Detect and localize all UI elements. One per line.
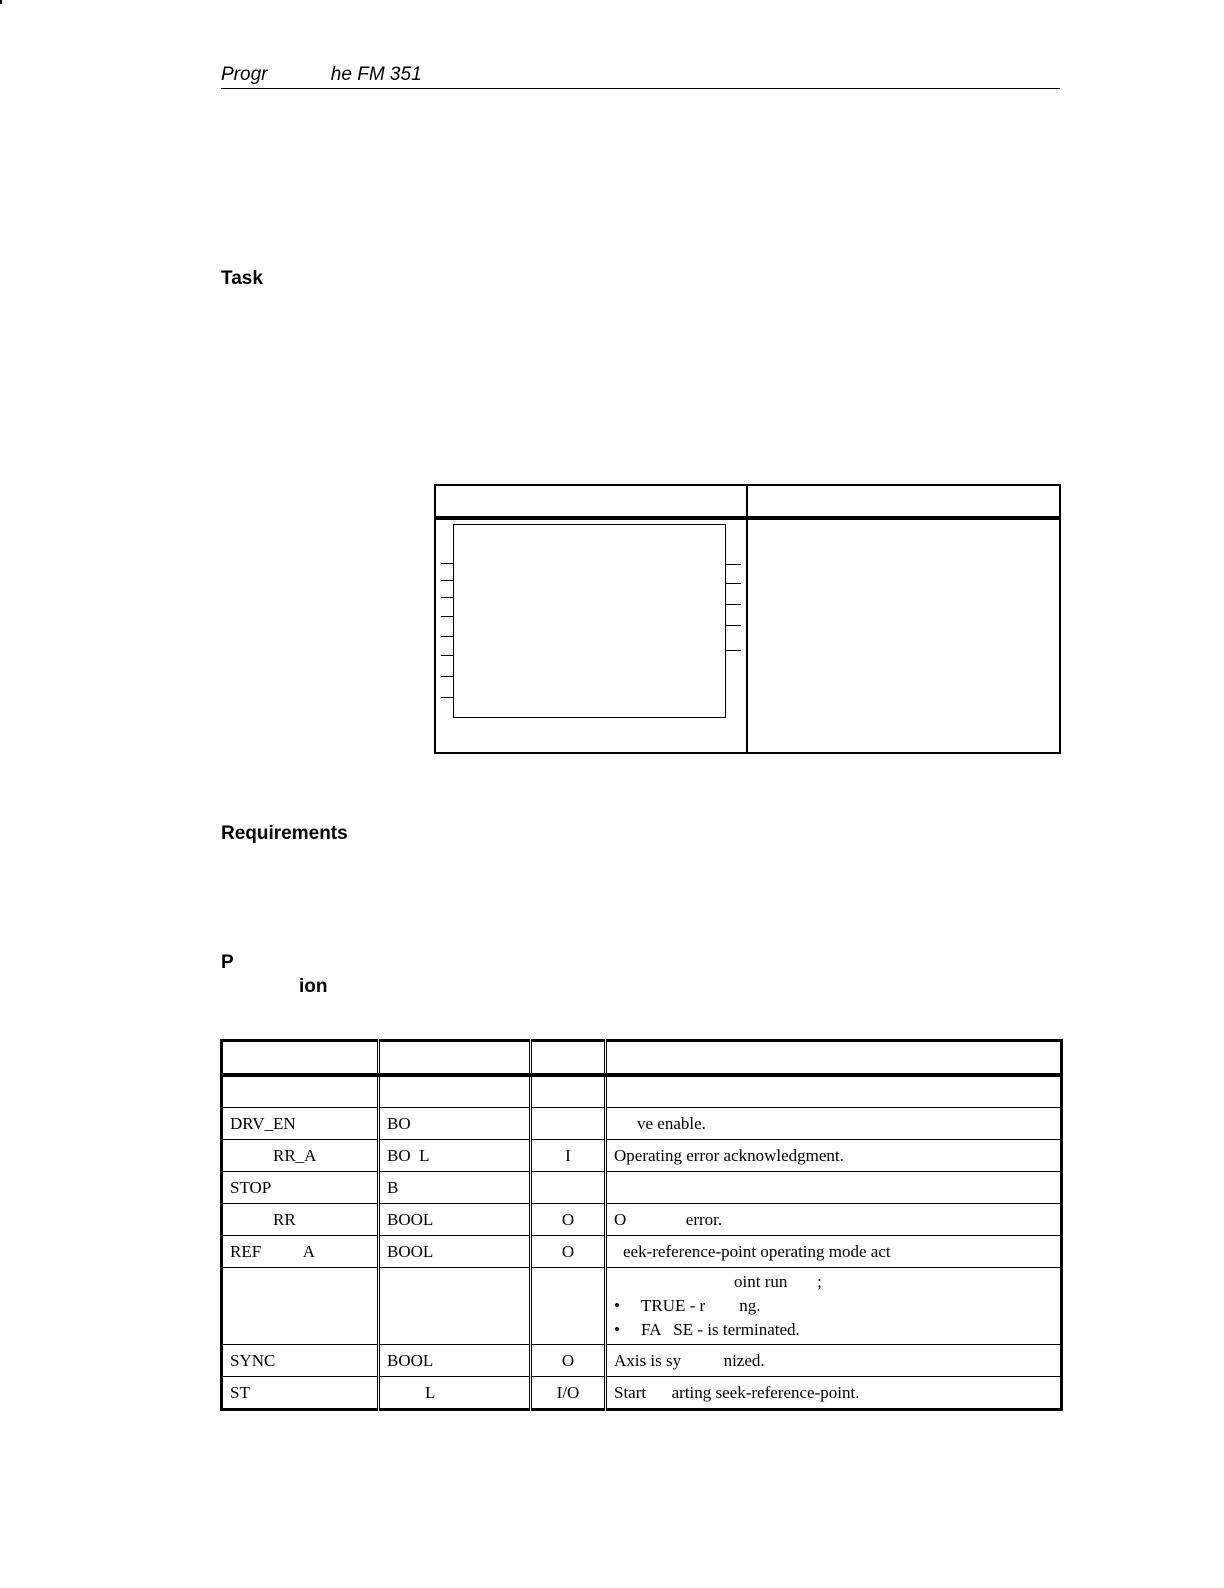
input-pin [441,580,453,581]
fb-diagram-divider [746,484,748,754]
table-row [222,1236,1062,1268]
table-cell [222,1075,379,1108]
param-name: ST [222,1377,379,1410]
output-pin [726,650,741,651]
param-decl: I/O [531,1377,606,1410]
table-row [222,1204,1062,1236]
input-pin [441,655,453,656]
param-decl [531,1268,606,1345]
param-desc: eek-reference-point operating mode act [606,1236,1062,1268]
fb-diagram-header-rule [434,516,1061,520]
param-type: BO L [379,1140,531,1172]
output-pin [726,564,741,565]
section-parameters-line2: ion [299,976,328,997]
output-pin [726,583,741,584]
table-header-cell [606,1041,1062,1076]
section-task: Task [221,268,263,289]
running-header: Progr he FM 351 [221,64,422,85]
output-pin [726,625,741,626]
param-desc: Axis is sy nized. [606,1345,1062,1377]
param-desc [606,1268,1062,1345]
table-header-row [222,1041,1062,1076]
param-type: BOOL [379,1204,531,1236]
input-pin [441,597,453,598]
table-header-cell [222,1041,379,1076]
param-desc: ve enable. [606,1108,1062,1140]
input-pin [441,616,453,617]
param-decl [531,1172,606,1204]
section-parameters-line1: P [221,952,234,973]
param-decl: I [531,1140,606,1172]
param-type: L [379,1377,531,1410]
function-block-box [453,524,726,718]
param-desc: O error. [606,1204,1062,1236]
param-name: RR [222,1204,379,1236]
table-row [222,1172,1062,1204]
table-row [222,1140,1062,1172]
table-cell [379,1075,531,1108]
table-header-cell [379,1041,531,1076]
parameter-table [220,1039,1063,1411]
param-name: RR_A [222,1140,379,1172]
param-decl: O [531,1236,606,1268]
bullet-item: • FA SE - is terminated. [614,1320,1053,1340]
header-rule [221,88,1060,89]
param-type: BOOL [379,1236,531,1268]
param-decl: O [531,1204,606,1236]
table-row [222,1108,1062,1140]
table-header-cell [531,1041,606,1076]
param-name [222,1268,379,1345]
bullet-item: • TRUE - r ng. [614,1296,1053,1316]
param-name: SYNC [222,1345,379,1377]
table-cell [606,1075,1062,1108]
param-decl: O [531,1345,606,1377]
input-pin [441,697,453,698]
output-pin [726,604,741,605]
table-row [222,1345,1062,1377]
param-desc [606,1172,1062,1204]
page-corner-mark [0,0,2,4]
param-type: B [379,1172,531,1204]
table-row [222,1377,1062,1410]
param-name: STOP [222,1172,379,1204]
param-name: REF A [222,1236,379,1268]
input-pin [441,563,453,564]
table-row [222,1268,1062,1345]
table-row [222,1075,1062,1108]
param-desc: Start arting seek-reference-point. [606,1377,1062,1410]
param-type: BO [379,1108,531,1140]
param-type [379,1268,531,1345]
param-name: DRV_EN [222,1108,379,1140]
param-desc: Operating error acknowledgment. [606,1140,1062,1172]
param-type: BOOL [379,1345,531,1377]
section-requirements: Requirements [221,823,348,844]
input-pin [441,676,453,677]
param-decl [531,1108,606,1140]
desc-line: oint run ; [734,1272,822,1291]
input-pin [441,636,453,637]
table-cell [531,1075,606,1108]
